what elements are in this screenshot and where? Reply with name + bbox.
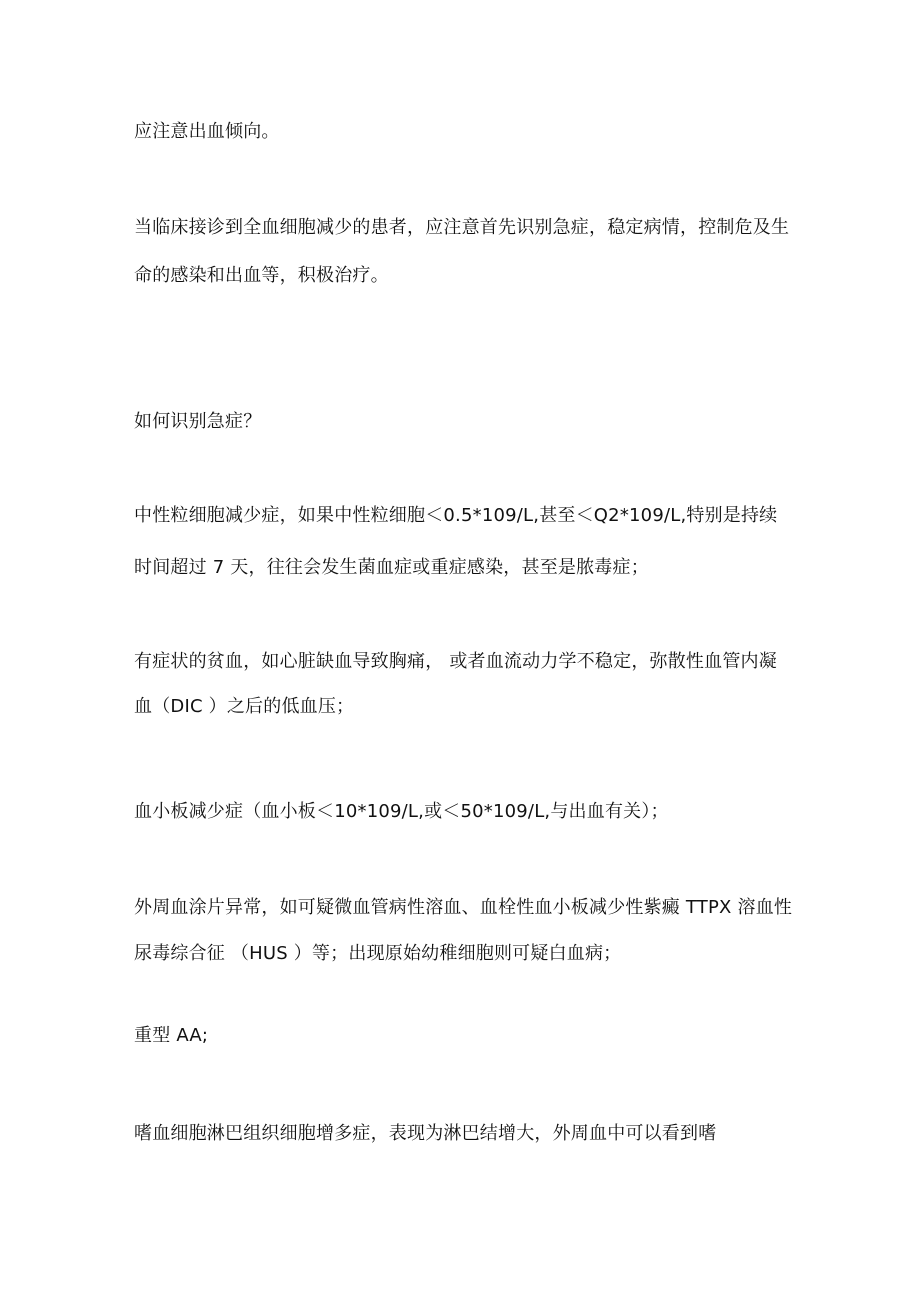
text-line-1: 应注意出血倾向。 <box>134 121 280 142</box>
text-line-10: 外周血涂片异常，如可疑微血管病性溶血、血栓性血小板减少性紫癜 TTPX 溶血性 <box>134 897 793 918</box>
text-line-11: 尿毒综合征 （HUS ）等；出现原始幼稚细胞则可疑白血病； <box>134 943 622 964</box>
text-line-2: 当临床接诊到全血细胞减少的患者，应注意首先识别急症，稳定病情，控制危及生 <box>134 217 790 238</box>
text-line-9: 血小板减少症（血小板＜10*109/L,或＜50*109/L,与出血有关）； <box>134 801 669 822</box>
text-line-3: 命的感染和出血等，积极治疗。 <box>134 265 389 286</box>
section-heading: 如何识别急症？ <box>134 411 262 432</box>
text-line-5: 中性粒细胞减少症，如果中性粒细胞＜0.5*109/L,甚至＜Q2*109/L,特别是持续 <box>134 505 778 526</box>
text-line-12: 重型 AA; <box>134 1025 209 1046</box>
text-line-13: 嗜血细胞淋巴组织细胞增多症，表现为淋巴结增大，外周血中可以看到嗜 <box>134 1123 717 1144</box>
text-line-7: 有症状的贫血，如心脏缺血导致胸痛， 或者血流动力学不稳定，弥散性血管内凝 <box>134 651 777 672</box>
text-line-8: 血（DIC ）之后的低血压； <box>134 696 355 717</box>
text-line-6: 时间超过 7 天，往往会发生菌血症或重症感染，甚至是脓毒症； <box>134 557 649 578</box>
